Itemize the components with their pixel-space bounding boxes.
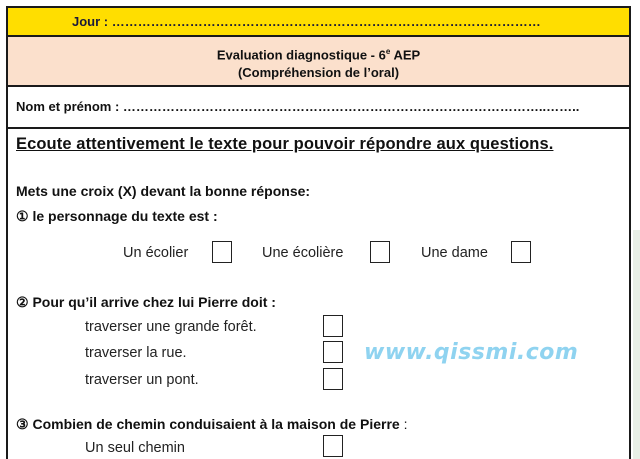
title-line-2: (Compréhension de l’oral) — [237, 65, 400, 81]
q2-option-2: traverser la rue. — [85, 345, 187, 361]
q3-option-1: Un seul chemin — [85, 440, 185, 456]
subheading: Mets une croix (X) devant la bonne réponse: — [16, 183, 311, 199]
question-2-text: Pour qu’il arrive chez lui Pierre doit : — [32, 294, 276, 310]
q1-option-1: Un écolier — [123, 245, 189, 261]
question-2 — [16, 294, 276, 311]
question-3-text: Combien de chemin conduisaient à la maison de — [32, 416, 360, 432]
question-2-number: ② — [16, 294, 29, 310]
q1-option-3: Une dame — [421, 245, 488, 261]
jour-field — [8, 8, 629, 37]
question-1 — [16, 208, 218, 225]
title-line-1: Evaluation diagnostique - 6e AEP — [216, 47, 421, 63]
q2-option-1: traverser une grande forêt. — [85, 319, 257, 335]
title-block — [8, 37, 629, 87]
q1-checkbox-3[interactable] — [511, 241, 531, 263]
jour-label: Jour : ……………………………………………………………………………………… — [72, 14, 541, 29]
question-3 — [16, 416, 407, 433]
q2-checkbox-3[interactable] — [323, 368, 343, 390]
question-1-text: le personnage du texte est : — [32, 208, 218, 224]
name-label: Nom et prénom : ……………………………………………………………………………………..…….. — [16, 99, 580, 114]
q1-checkbox-1[interactable] — [212, 241, 232, 263]
q3-checkbox-1[interactable] — [323, 435, 343, 457]
watermark: www.qissmi.com — [364, 340, 579, 365]
q2-checkbox-2[interactable] — [323, 341, 343, 363]
worksheet — [6, 6, 631, 459]
page-edge-shadow — [633, 230, 640, 459]
q2-checkbox-1[interactable] — [323, 315, 343, 337]
q2-option-3: traverser un pont. — [85, 372, 199, 388]
name-field — [8, 87, 629, 129]
question-3-text-name: Pierre — [359, 416, 400, 432]
q1-checkbox-2[interactable] — [370, 241, 390, 263]
question-1-number: ① — [16, 208, 29, 224]
question-3-number: ③ — [16, 416, 29, 432]
q1-option-2: Une écolière — [262, 245, 344, 261]
instruction: Ecoute attentivement le texte pour pouvoir répondre aux questions. — [16, 135, 554, 153]
question-3-colon: : — [399, 416, 408, 432]
